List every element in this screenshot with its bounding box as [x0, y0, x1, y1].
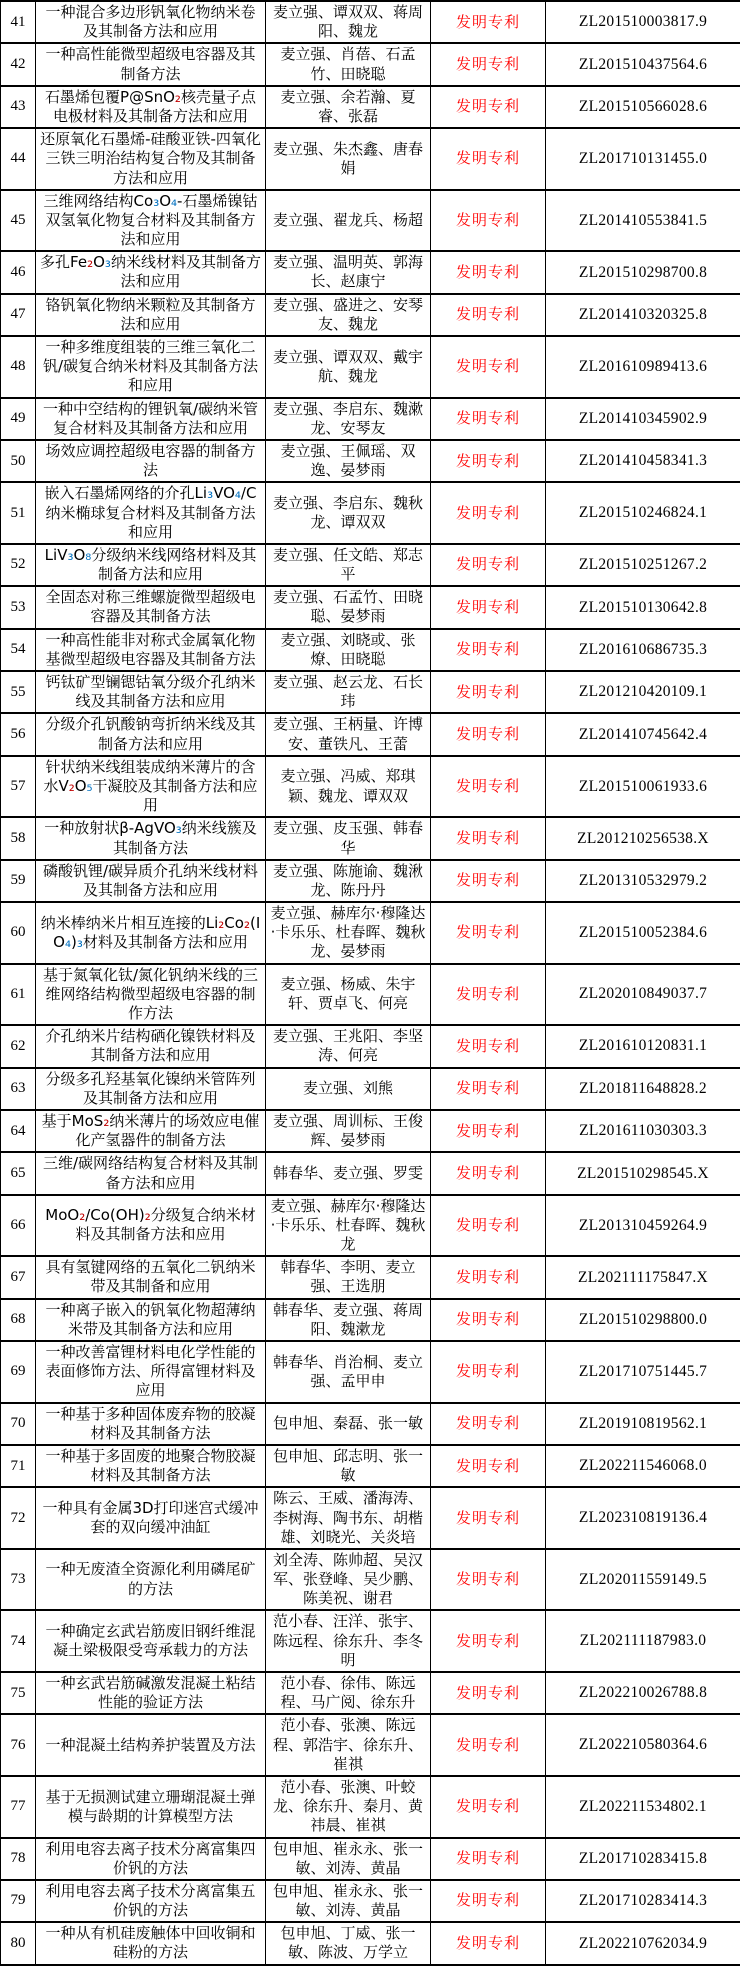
row-number: 68 — [1, 1299, 36, 1341]
inventors: 麦立强、刘熊 — [266, 1068, 431, 1110]
table-row — [1, 1299, 740, 1341]
patent-title: 一种从有机硅废触体中回收铜和硅粉的方法 — [36, 1922, 266, 1964]
row-number: 73 — [1, 1549, 36, 1611]
inventors: 麦立强、李启东、魏秋龙、谭双双 — [266, 482, 431, 544]
row-number: 45 — [1, 190, 36, 252]
patent-type-badge: 发明专利 — [431, 86, 546, 128]
table-row — [1, 398, 740, 440]
patent-type-badge: 发明专利 — [431, 440, 546, 482]
table-row — [1, 1, 740, 43]
patent-number: ZL201310532979.2 — [546, 860, 740, 902]
patent-number: ZL201410345902.9 — [546, 398, 740, 440]
row-number: 46 — [1, 251, 36, 293]
table-row — [1, 43, 740, 85]
patent-type-badge: 发明专利 — [431, 671, 546, 713]
inventors: 麦立强、石孟竹、田晓聪、晏梦雨 — [266, 586, 431, 628]
patent-title: 一种具有金属3D打印迷宫式缓冲套的双向缓冲油缸 — [36, 1487, 266, 1549]
patent-number: ZL201611030303.3 — [546, 1110, 740, 1152]
patent-number: ZL201811648828.2 — [546, 1068, 740, 1110]
row-number: 74 — [1, 1610, 36, 1672]
patent-title: 基于氮氧化钛/氮化钒纳米线的三维网络结构微型超级电容器的制作方法 — [36, 964, 266, 1026]
patent-number: ZL202210580364.6 — [546, 1714, 740, 1776]
chemical-subscript: ₂ — [79, 1206, 85, 1224]
row-number: 54 — [1, 629, 36, 671]
row-number: 56 — [1, 713, 36, 755]
patent-type-badge: 发明专利 — [431, 1714, 546, 1776]
patent-title: 一种多维度组装的三维三氧化二钒/碳复合纳米材料及其制备方法和应用 — [36, 336, 266, 398]
row-number: 61 — [1, 964, 36, 1026]
patent-title: 一种无废渣全资源化利用磷尾矿的方法 — [36, 1549, 266, 1611]
patent-type-badge: 发明专利 — [431, 43, 546, 85]
patent-title: 一种基于多固废的地聚合物胶凝材料及其制备方法 — [36, 1445, 266, 1487]
inventors: 麦立强、冯威、郑琪颖、魏龙、谭双双 — [266, 756, 431, 818]
inventors: 麦立强、李启东、魏漱龙、安琴友 — [266, 398, 431, 440]
patent-title: 石墨烯包覆P@SnO₂核壳量子点电极材料及其制备方法和应用 — [36, 86, 266, 128]
patent-type-badge: 发明专利 — [431, 1025, 546, 1067]
chemical-subscript: ₂ — [145, 1206, 151, 1224]
table-row — [1, 190, 740, 252]
inventors: 麦立强、赵云龙、石长玮 — [266, 671, 431, 713]
table-row — [1, 294, 740, 336]
patent-number: ZL201510061933.6 — [546, 756, 740, 818]
row-number: 67 — [1, 1256, 36, 1298]
inventors: 麦立强、余若瀚、夏睿、张磊 — [266, 86, 431, 128]
patent-number: ZL202211534802.1 — [546, 1776, 740, 1838]
patent-number: ZL201610120831.1 — [546, 1025, 740, 1067]
patent-number: ZL201510003817.9 — [546, 1, 740, 43]
row-number: 58 — [1, 817, 36, 859]
inventors: 麦立强、谭双双、戴宇航、魏龙 — [266, 336, 431, 398]
patent-title: MoO₂/Co(OH)₂分级复合纳米材料及其制备方法和应用 — [36, 1195, 266, 1257]
inventors: 麦立强、王兆阳、李坚涛、何亮 — [266, 1025, 431, 1067]
row-number: 66 — [1, 1195, 36, 1257]
row-number: 52 — [1, 544, 36, 586]
row-number: 60 — [1, 902, 36, 964]
patent-type-badge: 发明专利 — [431, 1, 546, 43]
chemical-subscript: ₃ — [67, 546, 73, 564]
row-number: 47 — [1, 294, 36, 336]
inventors: 韩春华、麦立强、罗雯 — [266, 1152, 431, 1194]
patent-title: 还原氧化石墨烯-硅酸亚铁-四氧化三铁三明治结构复合物及其制备方法和应用 — [36, 128, 266, 190]
patent-title: 一种改善富锂材料电化学性能的表面修饰方法、所得富锂材料及应用 — [36, 1341, 266, 1403]
inventors: 范小春、汪洋、张宇、陈远程、徐东升、李冬明 — [266, 1610, 431, 1672]
inventors: 麦立强、翟龙兵、杨超 — [266, 190, 431, 252]
patent-number: ZL202310819136.4 — [546, 1487, 740, 1549]
chemical-subscript: ₈ — [85, 546, 91, 564]
patent-title: 全固态对称三维螺旋微型超级电容器及其制备方法 — [36, 586, 266, 628]
row-number: 59 — [1, 860, 36, 902]
row-number: 50 — [1, 440, 36, 482]
patent-type-badge: 发明专利 — [431, 1299, 546, 1341]
inventors: 麦立强、赫库尔·穆隆达·卡乐乐、杜春晖、魏秋龙、晏梦雨 — [266, 902, 431, 964]
row-number: 63 — [1, 1068, 36, 1110]
chemical-subscript: ₂ — [69, 777, 75, 795]
patent-number: ZL201510130642.8 — [546, 586, 740, 628]
table-row — [1, 756, 740, 818]
patent-title: 铬钒氧化物纳米颗粒及其制备方法和应用 — [36, 294, 266, 336]
row-number: 55 — [1, 671, 36, 713]
chemical-subscript: ₃ — [153, 192, 159, 210]
inventors: 陈云、王威、潘海涛、李树海、陶书东、胡楷雄、刘晓光、关炎培 — [266, 1487, 431, 1549]
patent-title: 基于无损测试建立珊瑚混凝土弹模与龄期的计算模型方法 — [36, 1776, 266, 1838]
patent-type-badge: 发明专利 — [431, 398, 546, 440]
chemical-subscript: ₃ — [176, 819, 182, 837]
patent-number: ZL201310459264.9 — [546, 1195, 740, 1257]
patent-type-badge: 发明专利 — [431, 544, 546, 586]
table-row — [1, 1256, 740, 1298]
row-number: 72 — [1, 1487, 36, 1549]
patent-type-badge: 发明专利 — [431, 817, 546, 859]
patent-type-badge: 发明专利 — [431, 1110, 546, 1152]
patent-number: ZL201710283414.3 — [546, 1880, 740, 1922]
patent-type-badge: 发明专利 — [431, 1776, 546, 1838]
row-number: 49 — [1, 398, 36, 440]
patent-title: 钙钛矿型镧锶钴氧分级介孔纳米线及其制备方法和应用 — [36, 671, 266, 713]
inventors: 麦立强、肖蓓、石孟竹、田晓聪 — [266, 43, 431, 85]
table-row — [1, 1152, 740, 1194]
table-row — [1, 251, 740, 293]
table-row — [1, 1672, 740, 1714]
patent-title: 一种玄武岩筋碱激发混凝土粘结性能的验证方法 — [36, 1672, 266, 1714]
patent-number: ZL201610686735.3 — [546, 629, 740, 671]
row-number: 79 — [1, 1880, 36, 1922]
table-row — [1, 1838, 740, 1880]
patent-type-badge: 发明专利 — [431, 1672, 546, 1714]
row-number: 43 — [1, 86, 36, 128]
chemical-subscript: ₃ — [105, 253, 111, 271]
patent-type-badge: 发明专利 — [431, 860, 546, 902]
patent-title: 一种混合多边形钒氧化物纳米卷及其制备方法和应用 — [36, 1, 266, 43]
patent-title: 分级多孔羟基氧化镍纳米管阵列及其制备方法和应用 — [36, 1068, 266, 1110]
chemical-subscript: ₂ — [87, 253, 93, 271]
patent-title: 利用电容去离子技术分离富集四价钒的方法 — [36, 1838, 266, 1880]
row-number: 62 — [1, 1025, 36, 1067]
table-row — [1, 902, 740, 964]
row-number: 78 — [1, 1838, 36, 1880]
chemical-subscript: ₂ — [244, 914, 250, 932]
chemical-subscript: ₂ — [218, 914, 224, 932]
patent-number: ZL201710131455.0 — [546, 128, 740, 190]
patent-number: ZL201510298800.0 — [546, 1299, 740, 1341]
inventors: 麦立强、朱杰鑫、唐春娟 — [266, 128, 431, 190]
patent-number: ZL201510246824.1 — [546, 482, 740, 544]
table-row — [1, 336, 740, 398]
patent-number: ZL202211546068.0 — [546, 1445, 740, 1487]
chemical-subscript: ₂ — [103, 1112, 109, 1130]
patent-number: ZL201910819562.1 — [546, 1403, 740, 1445]
row-number: 42 — [1, 43, 36, 85]
inventors: 麦立强、王柄量、许博安、董铁凡、王蕾 — [266, 713, 431, 755]
table-row — [1, 860, 740, 902]
table-row — [1, 1880, 740, 1922]
patent-number: ZL201710751445.7 — [546, 1341, 740, 1403]
inventors: 范小春、张澳、陈远程、郭浩宇、徐东升、崔祺 — [266, 1714, 431, 1776]
table-row — [1, 1068, 740, 1110]
table-row — [1, 1025, 740, 1067]
inventors: 麦立强、刘晓或、张燎、田晓聪 — [266, 629, 431, 671]
patent-type-badge: 发明专利 — [431, 1341, 546, 1403]
patent-title: 一种高性能微型超级电容器及其制备方法 — [36, 43, 266, 85]
row-number: 57 — [1, 756, 36, 818]
patent-number: ZL201510298700.8 — [546, 251, 740, 293]
patent-title: 一种混凝土结构养护装置及方法 — [36, 1714, 266, 1776]
table-row — [1, 440, 740, 482]
row-number: 44 — [1, 128, 36, 190]
inventors: 麦立强、温明英、郭海长、赵康宁 — [266, 251, 431, 293]
patent-table-body — [1, 1, 740, 1965]
table-row — [1, 1487, 740, 1549]
patent-number: ZL201410458341.3 — [546, 440, 740, 482]
patent-title: 一种中空结构的锂钒氧/碳纳米管复合材料及其制备方法和应用 — [36, 398, 266, 440]
inventors: 麦立强、陈施谕、魏湫龙、陈丹丹 — [266, 860, 431, 902]
chemical-subscript: ₄ — [235, 484, 241, 502]
patent-number: ZL201210256538.X — [546, 817, 740, 859]
patent-title: 基于MoS₂纳米薄片的场效应电催化产氢器件的制备方法 — [36, 1110, 266, 1152]
patent-type-badge: 发明专利 — [431, 586, 546, 628]
inventors: 包申旭、丁威、张一敏、陈波、万学立 — [266, 1922, 431, 1964]
patent-type-badge: 发明专利 — [431, 756, 546, 818]
patent-type-badge: 发明专利 — [431, 1256, 546, 1298]
chemical-subscript: ₄ — [171, 192, 177, 210]
inventors: 麦立强、谭双双、蒋周阳、魏龙 — [266, 1, 431, 43]
patent-type-badge: 发明专利 — [431, 294, 546, 336]
patent-title: 嵌入石墨烯网络的介孔Li₃VO₄/C纳米椭球复合材料及其制备方法和应用 — [36, 482, 266, 544]
inventors: 麦立强、任文皓、郑志平 — [266, 544, 431, 586]
row-number: 69 — [1, 1341, 36, 1403]
patent-title: LiV₃O₈分级纳米线网络材料及其制备方法和应用 — [36, 544, 266, 586]
table-row — [1, 482, 740, 544]
chemical-subscript: ₃ — [207, 484, 213, 502]
table-row — [1, 1110, 740, 1152]
patent-type-badge: 发明专利 — [431, 713, 546, 755]
table-row — [1, 1610, 740, 1672]
patent-title: 一种高性能非对称式金属氧化物基微型超级电容器及其制备方法 — [36, 629, 266, 671]
inventors: 范小春、张澳、叶蛟龙、徐东升、秦月、黄祎晨、崔祺 — [266, 1776, 431, 1838]
inventors: 麦立强、王佩瑶、双逸、晏梦雨 — [266, 440, 431, 482]
patent-type-badge: 发明专利 — [431, 251, 546, 293]
patent-number: ZL202210026788.8 — [546, 1672, 740, 1714]
row-number: 75 — [1, 1672, 36, 1714]
patent-type-badge: 发明专利 — [431, 1838, 546, 1880]
patent-title: 一种离子嵌入的钒氧化物超薄纳米带及其制备方法和应用 — [36, 1299, 266, 1341]
table-row — [1, 586, 740, 628]
inventors: 包申旭、秦磊、张一敏 — [266, 1403, 431, 1445]
patent-number: ZL201410553841.5 — [546, 190, 740, 252]
patent-number: ZL202011559149.5 — [546, 1549, 740, 1611]
inventors: 麦立强、皮玉强、韩春华 — [266, 817, 431, 859]
patent-number: ZL201410745642.4 — [546, 713, 740, 755]
patent-number: ZL201410320325.8 — [546, 294, 740, 336]
table-row — [1, 1922, 740, 1964]
patent-title: 场效应调控超级电容器的制备方法 — [36, 440, 266, 482]
patent-title: 具有氢键网络的五氧化二钒纳米带及其制备和应用 — [36, 1256, 266, 1298]
inventors: 麦立强、杨威、朱宇轩、贾卓飞、何亮 — [266, 964, 431, 1026]
patent-title: 针状纳米线组装成纳米薄片的含水V₂O₅干凝胶及其制备方法和应用 — [36, 756, 266, 818]
patent-type-badge: 发明专利 — [431, 629, 546, 671]
patent-type-badge: 发明专利 — [431, 128, 546, 190]
patent-type-badge: 发明专利 — [431, 902, 546, 964]
patent-type-badge: 发明专利 — [431, 1922, 546, 1964]
chemical-subscript: ₅ — [87, 777, 93, 795]
row-number: 48 — [1, 336, 36, 398]
table-row — [1, 1341, 740, 1403]
patent-number: ZL201510251267.2 — [546, 544, 740, 586]
patent-number: ZL201510298545.X — [546, 1152, 740, 1194]
patent-type-badge: 发明专利 — [431, 1152, 546, 1194]
patent-title: 介孔纳米片结构硒化镍铁材料及其制备方法和应用 — [36, 1025, 266, 1067]
patent-type-badge: 发明专利 — [431, 1403, 546, 1445]
row-number: 70 — [1, 1403, 36, 1445]
chemical-subscript: ₄ — [65, 933, 71, 951]
patent-type-badge: 发明专利 — [431, 336, 546, 398]
row-number: 51 — [1, 482, 36, 544]
table-row — [1, 817, 740, 859]
inventors: 韩春华、李明、麦立强、王选朋 — [266, 1256, 431, 1298]
row-number: 76 — [1, 1714, 36, 1776]
table-row — [1, 1714, 740, 1776]
patent-type-badge: 发明专利 — [431, 1068, 546, 1110]
patent-type-badge: 发明专利 — [431, 964, 546, 1026]
patent-type-badge: 发明专利 — [431, 1610, 546, 1672]
patent-number: ZL201510052384.6 — [546, 902, 740, 964]
patent-title: 多孔Fe₂O₃纳米线材料及其制备方法和应用 — [36, 251, 266, 293]
inventors: 包申旭、崔永永、张一敏、刘涛、黄晶 — [266, 1838, 431, 1880]
row-number: 77 — [1, 1776, 36, 1838]
row-number: 53 — [1, 586, 36, 628]
table-row — [1, 1549, 740, 1611]
patent-title: 一种基于多种固体废弃物的胶凝材料及其制备方法 — [36, 1403, 266, 1445]
inventors: 麦立强、赫库尔·穆隆达·卡乐乐、杜春晖、魏秋龙 — [266, 1195, 431, 1257]
row-number: 41 — [1, 1, 36, 43]
table-row — [1, 713, 740, 755]
row-number: 64 — [1, 1110, 36, 1152]
patent-type-badge: 发明专利 — [431, 482, 546, 544]
patent-title: 利用电容去离子技术分离富集五价钒的方法 — [36, 1880, 266, 1922]
patent-number: ZL202111187983.0 — [546, 1610, 740, 1672]
patent-title: 一种确定玄武岩筋废旧钢纤维混凝土梁极限受弯承载力的方法 — [36, 1610, 266, 1672]
patent-number: ZL201510437564.6 — [546, 43, 740, 85]
patent-type-badge: 发明专利 — [431, 1195, 546, 1257]
chemical-subscript: ₃ — [77, 933, 83, 951]
row-number: 80 — [1, 1922, 36, 1964]
patent-number: ZL202010849037.7 — [546, 964, 740, 1026]
table-row — [1, 1195, 740, 1257]
inventors: 包申旭、崔永永、张一敏、刘涛、黄晶 — [266, 1880, 431, 1922]
patent-number: ZL201610989413.6 — [546, 336, 740, 398]
patent-number: ZL202210762034.9 — [546, 1922, 740, 1964]
patent-number: ZL201510566028.6 — [546, 86, 740, 128]
patent-type-badge: 发明专利 — [431, 1487, 546, 1549]
patent-number: ZL201710283415.8 — [546, 1838, 740, 1880]
chemical-subscript: ₂ — [175, 88, 181, 106]
inventors: 刘全涛、陈帅超、吴汉军、张登峰、吴少鹏、陈美祝、谢君 — [266, 1549, 431, 1611]
table-row — [1, 1403, 740, 1445]
patent-title: 分级介孔钒酸钠弯折纳米线及其制备方法和应用 — [36, 713, 266, 755]
table-row — [1, 86, 740, 128]
inventors: 范小春、徐伟、陈远程、马广阅、徐东升 — [266, 1672, 431, 1714]
row-number: 71 — [1, 1445, 36, 1487]
patent-title: 磷酸钒锂/碳异质介孔纳米线材料及其制备方法和应用 — [36, 860, 266, 902]
table-row — [1, 1445, 740, 1487]
inventors: 麦立强、周训标、王俊辉、晏梦雨 — [266, 1110, 431, 1152]
patent-number: ZL201210420109.1 — [546, 671, 740, 713]
patent-number: ZL202111175847.X — [546, 1256, 740, 1298]
patent-title: 纳米棒纳米片相互连接的Li₂Co₂(IO₄)₃材料及其制备方法和应用 — [36, 902, 266, 964]
patent-type-badge: 发明专利 — [431, 1445, 546, 1487]
table-row — [1, 544, 740, 586]
table-row — [1, 671, 740, 713]
table-row — [1, 128, 740, 190]
patent-type-badge: 发明专利 — [431, 190, 546, 252]
inventors: 麦立强、盛进之、安琴友、魏龙 — [266, 294, 431, 336]
inventors: 韩春华、麦立强、蒋周阳、魏漱龙 — [266, 1299, 431, 1341]
row-number: 65 — [1, 1152, 36, 1194]
patent-title: 三维网络结构Co₃O₄-石墨烯镍钴双氢氧化物复合材料及其制备方法和应用 — [36, 190, 266, 252]
patent-type-badge: 发明专利 — [431, 1880, 546, 1922]
table-row — [1, 629, 740, 671]
inventors: 包申旭、邱志明、张一敏 — [266, 1445, 431, 1487]
patent-title: 三维/碳网络结构复合材料及其制备方法和应用 — [36, 1152, 266, 1194]
inventors: 韩春华、肖治桐、麦立强、孟甲申 — [266, 1341, 431, 1403]
table-row — [1, 1776, 740, 1838]
table-row — [1, 964, 740, 1026]
patent-type-badge: 发明专利 — [431, 1549, 546, 1611]
patent-title: 一种放射状β-AgVO₃纳米线簇及其制备方法 — [36, 817, 266, 859]
